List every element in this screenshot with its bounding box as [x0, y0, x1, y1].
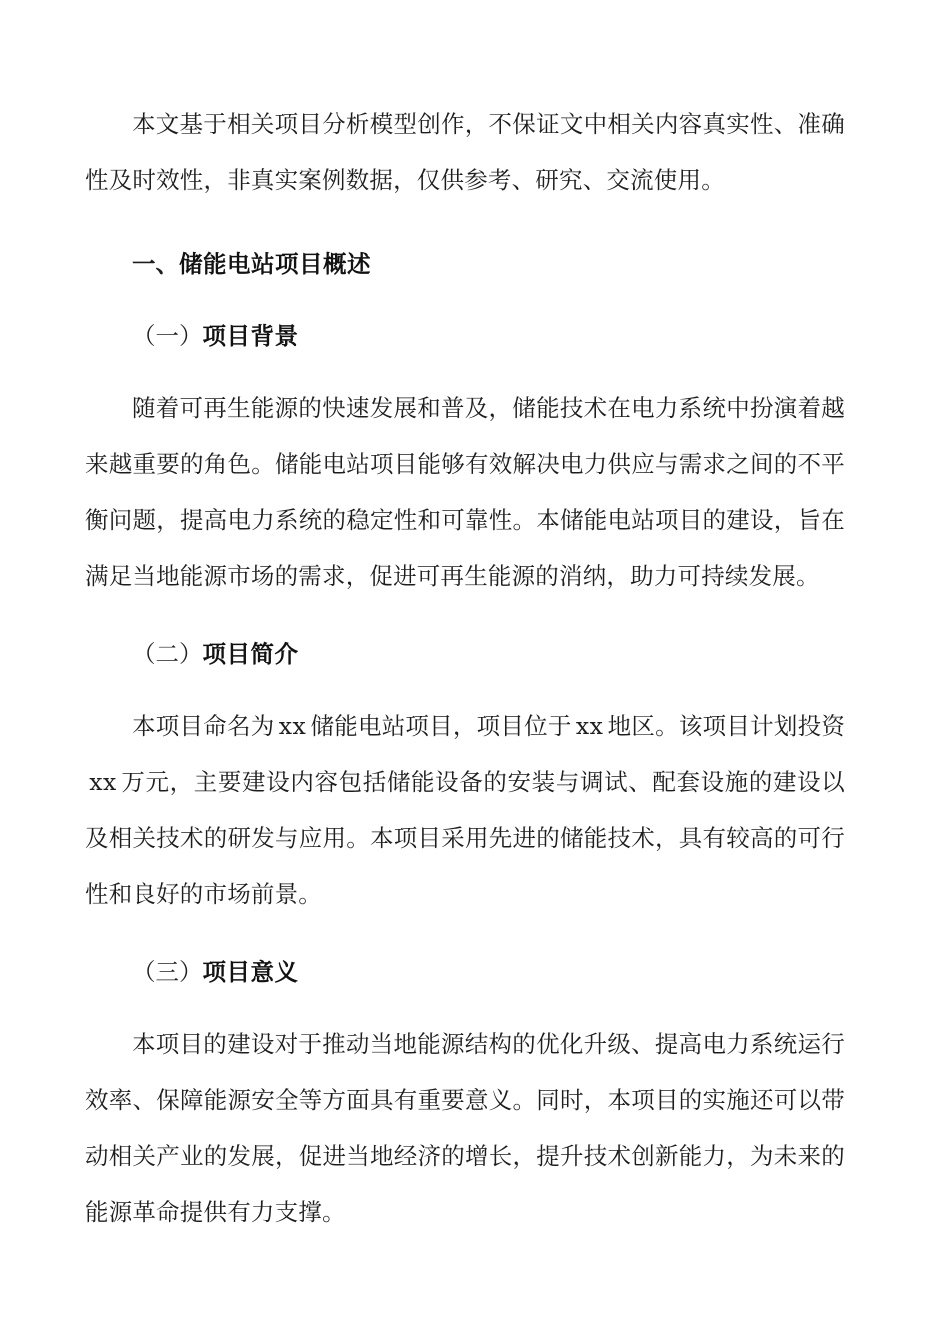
intro-text-a: 本项目命名为: [132, 712, 275, 740]
placeholder-xx-2: xx: [575, 712, 604, 740]
page-content: [85, 96, 845, 1240]
disclaimer-paragraph: 本文基于相关项目分析模型创作，不保证文中相关内容真实性、准确性及时效性，非真实案例数据，仅供参考、研究、交流使用。: [85, 110, 845, 194]
intro-text-d: 万元，主要建设内容包括储能设备的安装与调试、配套设施的建设以及相关技术的研发与应用。本项目采用先进的储能技术，具有较高的可行性和良好的市场前景。: [85, 768, 845, 908]
spacer: [85, 1000, 845, 1016]
subsection-heading-project-significance: [85, 944, 845, 1000]
spacer: [85, 682, 845, 698]
section-heading-title: 储能电站项目概述: [179, 250, 371, 278]
spacer: [85, 922, 845, 944]
intro-text-c: 地区。该项目计划投资: [607, 712, 846, 740]
spacer: [85, 364, 845, 380]
project-background-paragraph: 随着可再生能源的快速发展和普及，储能技术在电力系统中扮演着越来越重要的角色。储能电站项目能够有效解决电力供应与需求之间的不平衡问题，提高电力系统的稳定性和可靠性。本储能电站项目的建设，旨在满足当地能源市场的需求，促进可再生能源的消纳，助力可持续发展。: [85, 394, 845, 590]
subsection-title: 项目简介: [202, 640, 299, 668]
project-significance-paragraph: 本项目的建设对于推动当地能源结构的优化升级、提高电力系统运行效率、保障能源安全等方面具有重要意义。同时，本项目的实施还可以带动相关产业的发展，促进当地经济的增长，提升技术创新能力，为未来的能源革命提供有力支撑。: [85, 1030, 845, 1226]
subsection-heading-project-intro: [85, 626, 845, 682]
spacer: [85, 208, 845, 236]
project-intro-paragraph: [85, 698, 845, 922]
subsection-heading-project-background: [85, 308, 845, 364]
subsection-number: （二）: [132, 640, 203, 668]
subsection-title: 项目意义: [202, 958, 299, 986]
subsection-number: （一）: [132, 322, 203, 350]
section-heading-level-1: [85, 236, 845, 292]
subsection-number: （三）: [132, 958, 203, 986]
subsection-title: 项目背景: [202, 322, 299, 350]
spacer: [85, 292, 845, 308]
intro-text-b: 储能电站项目，项目位于: [310, 712, 572, 740]
section-heading-number: 一、: [132, 250, 179, 278]
placeholder-xx-3: xx: [89, 768, 117, 796]
placeholder-xx-1: xx: [278, 712, 307, 740]
spacer: [85, 604, 845, 626]
